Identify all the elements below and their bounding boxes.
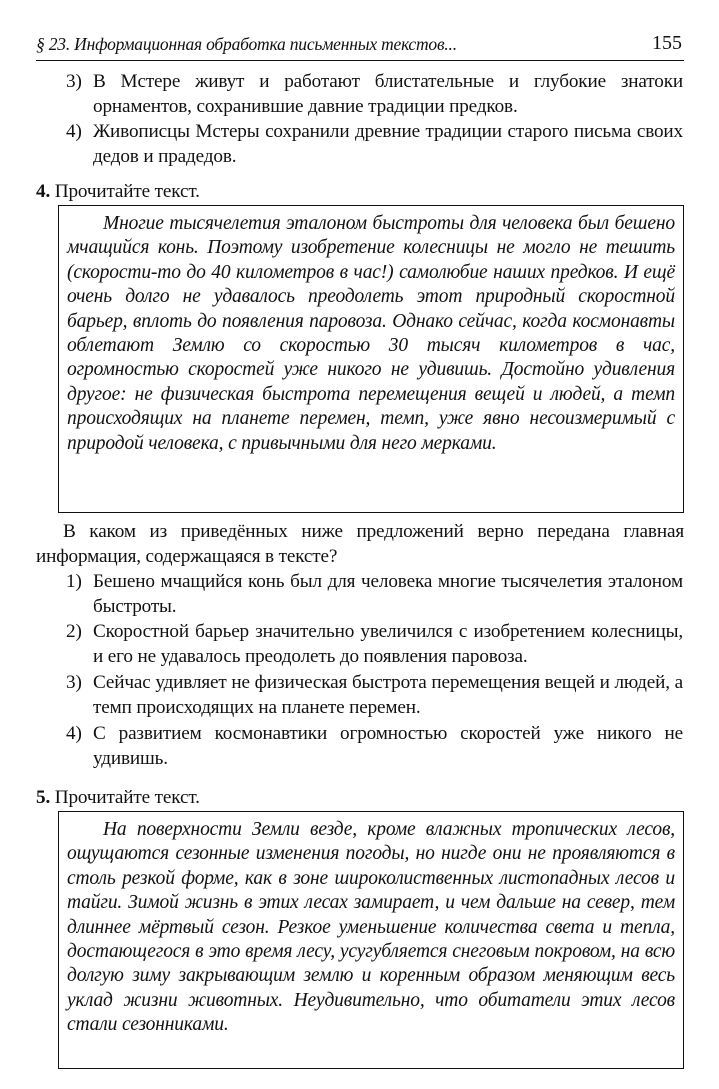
task-4-option-4 — [66, 722, 683, 771]
task-4-option-1 — [66, 570, 683, 619]
option-text: Бешено мчащийся конь был для человека многие тысячелетия эталоном быстроты. — [93, 571, 683, 617]
option-text: Сейчас удивляет не физическая быстрота перемещения вещей и людей, а темп происходящих на планете перемен. — [93, 672, 683, 718]
passage-text: Многие тысячелетия эталоном быстроты для человека был бешено мчащийся конь. Поэтому изобретение колесницы не могло не тешить (скорости-то до 40 километров в час!) самолюбие наших предков. И ещё очень долго не удавалось преодолеть этот природный скоростной барьер, вплоть до появления паровоза. Однако сейчас, когда космонавты облетают Землю со скоростью 30 тысяч километров в час, огромностью скоростей уже никого не удивишь. Достойно удивления другое: не физическая быстрота перемещения вещей и людей, а темп происходящих на планете перемен, темп, уже явно несоизмеримый с природой человека, с привычными для него мерками. — [67, 213, 675, 454]
option-number: 3) — [66, 672, 82, 693]
task-4-passage-box — [58, 205, 684, 513]
task-5-heading — [36, 786, 200, 810]
header-title: § 23. Информационная обработка письменных текстов... — [36, 34, 457, 54]
task-4-heading — [36, 180, 200, 204]
option-number: 4) — [66, 723, 82, 744]
page-number: 155 — [652, 32, 682, 54]
option-number: 2) — [66, 621, 82, 642]
task-instruction: Прочитайте текст. — [54, 181, 200, 202]
option-text: С развитием космонавтики огромностью скоростей уже никого не удивишь. — [93, 723, 683, 769]
running-header — [36, 32, 684, 61]
task-4-option-3 — [66, 671, 683, 720]
task-number: 4. — [36, 181, 51, 202]
option-number: 1) — [66, 571, 82, 592]
option-number: 3) — [66, 71, 82, 92]
passage-text: На поверхности Земли везде, кроме влажных тропических лесов, ощущаются сезонные изменения погоды, но нигде они не проявляются в столь резкой форме, как в зоне широколиственных листопадных лесов и тайги. Зимой жизнь в этих лесах замирает, и чем дальше на север, тем длиннее мёртвый сезон. Резкое уменьшение количества света и тепла, достающегося в это время лесу, усугубляется снеговым покровом, на всю долгую зиму закрывающим землю и коренным образом меняющим весь уклад жизни животных. Неудивительно, что обитатели этих лесов стали сезонниками. — [67, 819, 675, 1036]
task-instruction: Прочитайте текст. — [54, 787, 200, 808]
prev-option-4 — [66, 120, 683, 169]
task-4-question: В каком из приведённых ниже предложений верно передана главная информация, содержащаяся в тексте? — [36, 521, 684, 567]
task-4-option-2 — [66, 620, 683, 669]
option-text: В Мстере живут и работают блистательные и глубокие знатоки орнаментов, сохранившие давние традиции предков. — [93, 71, 683, 117]
task-5-passage-box — [58, 811, 684, 1069]
option-text: Живописцы Мстеры сохранили древние традиции старого письма своих дедов и прадедов. — [93, 121, 683, 167]
option-text: Скоростной барьер значительно увеличился с изобретением колесницы, и его не удавалось преодолеть до появления паровоза. — [93, 621, 683, 667]
prev-option-3 — [66, 70, 683, 119]
option-number: 4) — [66, 121, 82, 142]
task-number: 5. — [36, 787, 51, 808]
